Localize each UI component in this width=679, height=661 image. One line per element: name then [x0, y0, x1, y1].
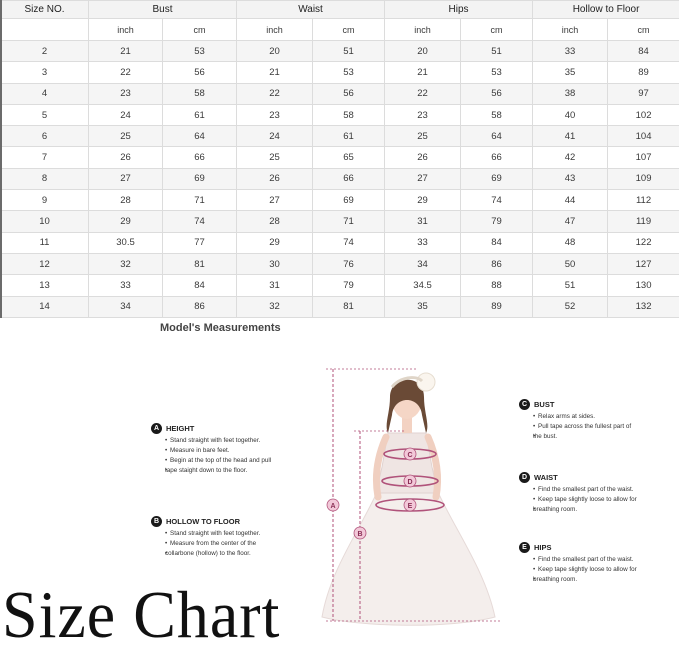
measurement-cell: 56: [313, 83, 385, 104]
measurement-cell: 61: [313, 126, 385, 147]
size-number-cell: 6: [1, 126, 89, 147]
measurement-cell: 32: [89, 253, 163, 274]
measurement-cell: 24: [89, 104, 163, 125]
measurement-cell: 30: [237, 253, 313, 274]
unit-cell: inch: [533, 19, 608, 41]
measurement-cell: 130: [608, 275, 679, 296]
unit-cell: inch: [385, 19, 461, 41]
measurement-cell: 52: [533, 296, 608, 317]
table-row: [1, 41, 679, 62]
table-row: [1, 211, 679, 232]
list-item: • the bust.: [533, 432, 631, 442]
hollow-title: HOLLOW TO FLOOR: [166, 517, 241, 526]
measurement-cell: 22: [89, 62, 163, 83]
measurement-cell: 53: [461, 62, 533, 83]
measurement-cell: 58: [461, 104, 533, 125]
measurement-cell: 64: [461, 126, 533, 147]
table-row: [1, 147, 679, 168]
size-number-cell: 5: [1, 104, 89, 125]
marker-b-label: B: [357, 531, 363, 538]
unit-cell: cm: [608, 19, 679, 41]
table-row: [1, 190, 679, 211]
measurement-cell: 43: [533, 168, 608, 189]
measurement-cell: 47: [533, 211, 608, 232]
measurement-cell: 112: [608, 190, 679, 211]
measurement-cell: 48: [533, 232, 608, 253]
measurement-cell: 26: [385, 147, 461, 168]
unit-cell: inch: [89, 19, 163, 41]
measurement-cell: 34: [385, 253, 461, 274]
size-number-cell: 9: [1, 190, 89, 211]
bust-title: BUST: [534, 400, 555, 409]
measurement-cell: 66: [313, 168, 385, 189]
measurement-cell: 119: [608, 211, 679, 232]
list-item: • Measure in bare feet.: [165, 446, 271, 456]
measurement-cell: 28: [89, 190, 163, 211]
measurement-cell: 97: [608, 83, 679, 104]
measurement-cell: 61: [163, 104, 237, 125]
measurement-cell: 35: [533, 62, 608, 83]
header-hips: Hips: [385, 1, 533, 19]
measurement-cell: 74: [163, 211, 237, 232]
size-number-cell: 2: [1, 41, 89, 62]
measurement-cell: 25: [237, 147, 313, 168]
marker-a-label: A: [330, 503, 336, 510]
measurement-cell: 89: [461, 296, 533, 317]
table-unit-row: [1, 19, 679, 41]
measurement-cell: 64: [163, 126, 237, 147]
measurement-cell: 109: [608, 168, 679, 189]
measurement-cell: 33: [89, 275, 163, 296]
measurement-cell: 30.5: [89, 232, 163, 253]
measurement-cell: 127: [608, 253, 679, 274]
size-number-cell: 12: [1, 253, 89, 274]
measurement-cell: 104: [608, 126, 679, 147]
measurement-cell: 40: [533, 104, 608, 125]
badge-d: D: [519, 472, 530, 483]
unit-cell: cm: [163, 19, 237, 41]
header-size-no: Size NO.: [1, 1, 89, 19]
model-measurements-title: Model's Measurements: [160, 322, 281, 334]
badge-a: A: [151, 423, 162, 434]
measurement-cell: 65: [313, 147, 385, 168]
size-number-cell: 11: [1, 232, 89, 253]
measurement-cell: 50: [533, 253, 608, 274]
size-number-cell: 10: [1, 211, 89, 232]
height-title: HEIGHT: [166, 424, 195, 433]
measurement-cell: 32: [237, 296, 313, 317]
measurement-cell: 77: [163, 232, 237, 253]
measurement-cell: 20: [237, 41, 313, 62]
marker-e: [404, 499, 416, 511]
table-row: [1, 83, 679, 104]
unit-corner-cell: [1, 19, 89, 41]
hips-title: HIPS: [534, 543, 552, 552]
measurement-cell: 22: [385, 83, 461, 104]
measurement-cell: 29: [89, 211, 163, 232]
marker-b: [354, 527, 366, 539]
hollow-section: [151, 516, 260, 559]
measurement-cell: 88: [461, 275, 533, 296]
badge-b: B: [151, 516, 162, 527]
measurement-cell: 23: [237, 104, 313, 125]
measurement-cell: 132: [608, 296, 679, 317]
unit-cell: inch: [237, 19, 313, 41]
marker-d: [404, 475, 416, 487]
list-item: • Keep tape slightly loose to allow for: [533, 565, 637, 575]
measurement-cell: 86: [163, 296, 237, 317]
waist-section: [519, 472, 637, 515]
waist-title: WAIST: [534, 473, 558, 482]
measurement-cell: 79: [313, 275, 385, 296]
measurement-cell: 56: [163, 62, 237, 83]
size-number-cell: 14: [1, 296, 89, 317]
measurement-cell: 23: [385, 104, 461, 125]
measurement-cell: 84: [163, 275, 237, 296]
measurement-cell: 29: [237, 232, 313, 253]
unit-cell: cm: [461, 19, 533, 41]
marker-e-label: E: [407, 503, 413, 510]
table-body: [1, 41, 679, 318]
measurement-cell: 28: [237, 211, 313, 232]
measurement-cell: 58: [313, 104, 385, 125]
measurement-cell: 27: [385, 168, 461, 189]
measurement-cell: 22: [237, 83, 313, 104]
measurement-cell: 35: [385, 296, 461, 317]
list-item: • Find the smallest part of the waist.: [533, 555, 637, 565]
measurement-cell: 26: [89, 147, 163, 168]
measurement-cell: 53: [313, 62, 385, 83]
size-number-cell: 13: [1, 275, 89, 296]
measurement-cell: 38: [533, 83, 608, 104]
list-item: • tape staight down to the floor.: [165, 466, 271, 476]
measurement-cell: 27: [237, 190, 313, 211]
table-row: [1, 62, 679, 83]
table-row: [1, 296, 679, 317]
measurement-cell: 33: [385, 232, 461, 253]
marker-d-label: D: [407, 479, 413, 486]
list-item: • breathing room.: [533, 575, 637, 585]
list-item: • Keep tape slightly loose to allow for: [533, 495, 637, 505]
size-chart-title: Size Chart: [2, 577, 281, 652]
unit-cell: cm: [313, 19, 385, 41]
measurement-cell: 107: [608, 147, 679, 168]
measurement-cell: 21: [237, 62, 313, 83]
measurement-cell: 86: [461, 253, 533, 274]
measurement-cell: 33: [533, 41, 608, 62]
measurement-cell: 20: [385, 41, 461, 62]
measurement-cell: 56: [461, 83, 533, 104]
measurement-cell: 34: [89, 296, 163, 317]
model-figure: [300, 355, 515, 635]
header-bust: Bust: [89, 1, 237, 19]
waist-instructions: [533, 485, 637, 515]
height-section: [151, 423, 271, 476]
marker-c-label: C: [407, 452, 413, 459]
measurement-cell: 27: [89, 168, 163, 189]
marker-a: [327, 499, 339, 511]
measurement-cell: 34.5: [385, 275, 461, 296]
measurement-cell: 66: [163, 147, 237, 168]
measurement-cell: 76: [313, 253, 385, 274]
measurement-cell: 44: [533, 190, 608, 211]
hollow-instructions: [165, 529, 260, 559]
bust-section: [519, 399, 631, 442]
left-edge-bar: [0, 0, 2, 318]
measurement-cell: 66: [461, 147, 533, 168]
marker-c: [404, 448, 416, 460]
measurement-cell: 69: [313, 190, 385, 211]
measurement-cell: 53: [163, 41, 237, 62]
measurement-cell: 74: [313, 232, 385, 253]
measurement-cell: 41: [533, 126, 608, 147]
flower-crown: [417, 373, 435, 391]
list-item: • Begin at the top of the head and pull: [165, 456, 271, 466]
measurement-cell: 71: [313, 211, 385, 232]
list-item: • Measure from the center of the: [165, 539, 260, 549]
bust-instructions: [533, 412, 631, 442]
measurement-cell: 51: [461, 41, 533, 62]
measurement-cell: 25: [89, 126, 163, 147]
size-number-cell: 4: [1, 83, 89, 104]
table-header-row: [1, 1, 679, 19]
list-item: • collarbone (hollow) to the floor.: [165, 549, 260, 559]
measurement-cell: 26: [237, 168, 313, 189]
measurement-cell: 51: [533, 275, 608, 296]
table-row: [1, 104, 679, 125]
measurement-cell: 74: [461, 190, 533, 211]
header-hollow-to-floor: Hollow to Floor: [533, 1, 679, 19]
size-number-cell: 7: [1, 147, 89, 168]
size-number-cell: 3: [1, 62, 89, 83]
size-table: [0, 0, 679, 318]
list-item: • Find the smallest part of the waist.: [533, 485, 637, 495]
measurement-cell: 81: [313, 296, 385, 317]
table-row: [1, 168, 679, 189]
list-item: • Relax arms at sides.: [533, 412, 631, 422]
measurement-cell: 84: [608, 41, 679, 62]
measurement-cell: 25: [385, 126, 461, 147]
measurement-cell: 31: [237, 275, 313, 296]
table-row: [1, 232, 679, 253]
hips-instructions: [533, 555, 637, 585]
measurement-cell: 24: [237, 126, 313, 147]
measurement-cell: 79: [461, 211, 533, 232]
measurement-cell: 29: [385, 190, 461, 211]
list-item: • Stand straight with feet together.: [165, 529, 260, 539]
measurement-cell: 31: [385, 211, 461, 232]
measurement-cell: 122: [608, 232, 679, 253]
measurement-cell: 21: [385, 62, 461, 83]
measurement-cell: 23: [89, 83, 163, 104]
measurement-cell: 84: [461, 232, 533, 253]
table-row: [1, 253, 679, 274]
height-instructions: [165, 436, 271, 476]
list-item: • Pull tape across the fullest part of: [533, 422, 631, 432]
measurement-cell: 71: [163, 190, 237, 211]
table-row: [1, 275, 679, 296]
table-row: [1, 126, 679, 147]
badge-e: E: [519, 542, 530, 553]
header-waist: Waist: [237, 1, 385, 19]
list-item: • Stand straight with feet together.: [165, 436, 271, 446]
measurement-cell: 89: [608, 62, 679, 83]
measurement-cell: 69: [163, 168, 237, 189]
measurement-cell: 69: [461, 168, 533, 189]
measurement-cell: 81: [163, 253, 237, 274]
size-number-cell: 8: [1, 168, 89, 189]
measurement-cell: 42: [533, 147, 608, 168]
measurement-cell: 21: [89, 41, 163, 62]
list-item: • breathing room.: [533, 505, 637, 515]
measurement-cell: 58: [163, 83, 237, 104]
badge-c: C: [519, 399, 530, 410]
hips-section: [519, 542, 637, 585]
measurement-cell: 51: [313, 41, 385, 62]
measurement-cell: 102: [608, 104, 679, 125]
